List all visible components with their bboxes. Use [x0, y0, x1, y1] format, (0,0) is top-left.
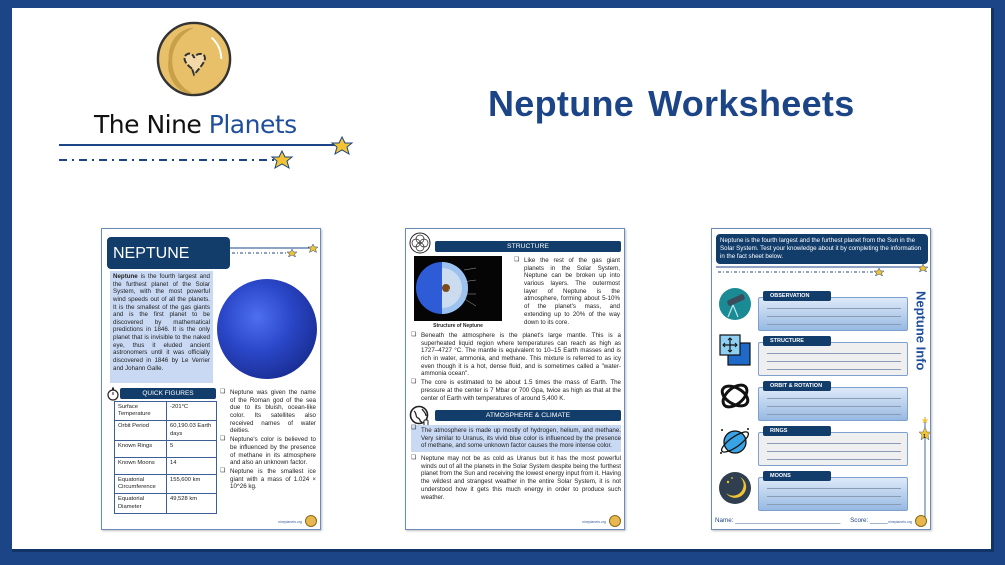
structure-bullets [411, 332, 621, 403]
name-field[interactable]: Name: ______________________________ [715, 517, 841, 525]
table-row: Orbit Period 60,190.03 Earth days [115, 421, 217, 440]
moon-icon [718, 471, 752, 505]
badge-number: 1 [923, 434, 926, 440]
worksheet-fact-sheet[interactable] [101, 228, 321, 530]
rings-answer-box[interactable] [758, 432, 908, 466]
footer-url: nineplanets.org [582, 519, 606, 524]
worksheet-structure-sheet[interactable] [405, 228, 625, 530]
footer-url: nineplanets.org [888, 519, 912, 524]
list-item: ❏ Beneath the atmosphere is the planet's large mantle. This is a superheated liquid region where temperatures can reach as high as 1727–4727 °C. The mantle is equivalent to 10–15 Earth masses and is rich in water, ammonia, and methane. This mixture is referred to as icy even though it is a hot, dense fluid, and is sometimes called a "water-ammonia ocean". [411, 332, 621, 378]
table-row: Known Moons 14 [115, 457, 217, 474]
atmosphere-heading: ATMOSPHERE & CLIMATE [435, 410, 621, 421]
fact-sheet-heading: NEPTUNE [107, 237, 230, 269]
orbit-answer-box[interactable] [758, 387, 908, 421]
table-row: Equatorial Diameter 49,528 km [115, 494, 217, 513]
neptune-structure-diagram [414, 256, 502, 321]
intro-paragraph: Neptune is the fourth largest and the furthest planet of the Solar System, with the most powerful wind speeds out of all the planets. It is the smallest of the gas giants and is the first planet to be discovered by mathematical predictions in 1846. It is the only planet that is invisible to the naked eye, thus it eluded ancient astronomers until it was officially discovered in 1846 by Le Verrier and Johann Galle. [110, 271, 213, 383]
star-line-decoration [716, 264, 928, 276]
ringed-planet-icon [718, 425, 752, 459]
fact-bullets [220, 389, 316, 492]
observation-label: OBSERVATION [763, 291, 831, 301]
atmosphere-bullets [411, 425, 621, 502]
footer-logo-icon [609, 515, 621, 527]
page-title: Neptune Worksheets [488, 83, 855, 124]
moons-answer-box[interactable] [758, 477, 908, 511]
list-item: ❏ Neptune's color is believed to be influenced by the presence of methane in its atmosphere and also an unknown factor. [220, 436, 316, 467]
list-item: ❏ The atmosphere is made up mostly of hydrogen, helium, and methane. Very similar to Uranus, its vivid blue color is influenced by the presence of methane, and some unknown factor causes the more intense color. [411, 425, 621, 452]
structure-bullets-top [514, 257, 620, 327]
star-line-decoration [230, 243, 318, 257]
table-row: Known Rings 5 [115, 440, 217, 457]
structure-label: STRUCTURE [763, 336, 831, 346]
rings-label: RINGS [763, 426, 831, 436]
quick-figures-table [114, 401, 217, 514]
footer-url: nineplanets.org [278, 519, 302, 524]
planet-heart-icon [155, 20, 233, 98]
list-item: ❏ The core is estimated to be about 1.5 times the mass of Earth. The pressure at the center is 7 Mbar or 700 Gpa, twice as high as that at the center of Earth with temperatures of around 5,400 K. [411, 379, 621, 402]
stopwatch-icon [106, 387, 120, 401]
table-row: Surface Temperature -201°C [115, 402, 217, 421]
structure-heading: STRUCTURE [435, 241, 621, 252]
list-item: ❏ Neptune was given the name of the Roman god of the sea due to its bluish, ocean-like color. Its satellites also received names of water deities. [220, 389, 316, 435]
table-row: Equatorial Circumference 155,600 km [115, 474, 217, 493]
sphere-grid-icon [409, 232, 431, 254]
quick-figures-heading: QUICK FIGURES [120, 388, 216, 399]
structure-answer-box[interactable] [758, 342, 908, 376]
move-arrows-icon [718, 333, 752, 367]
neptune-image [217, 279, 317, 379]
name-score-footer [715, 517, 888, 525]
orbit-rotation-label: ORBIT & ROTATION [763, 381, 831, 391]
footer-logo-icon [915, 515, 927, 527]
logo-star-lines [57, 135, 357, 175]
logo[interactable] [57, 20, 357, 170]
vertical-title: Neptune Info [913, 291, 929, 371]
logo-text: The Nine Planets [94, 110, 297, 139]
telescope-icon [718, 287, 752, 321]
orbit-icon [718, 379, 752, 413]
info-intro: Neptune is the fourth largest and the furthest planet from the Sun in the Solar System. Test your knowledge about it by completing the information in the fact sheet below. [716, 234, 928, 264]
globe-hand-icon [409, 405, 431, 427]
list-item: ❏ Neptune may not be as cold as Uranus but it has the most powerful winds out of all the planets in the Solar System despite being the furthest planet from the Sun and receiving the lowest energy input from it. Having the wildest and strangest weather in the entire Solar System, it is not understood how it gets this much energy in order to produce such weather. [411, 455, 621, 501]
structure-image-caption: Structure of Neptune [433, 323, 483, 329]
worksheet-info-sheet[interactable] [711, 228, 931, 530]
list-item: ❏ Like the rest of the gas giant planets in the Solar System, Neptune can be broken up into various layers. The outermost layer of Neptune is the atmosphere, forming about 5-10% of the planet's mass, and extending up to 20% of the way down to its core. [514, 257, 620, 326]
score-field[interactable]: Score: _____ [850, 517, 888, 525]
moons-label: MOONS [763, 471, 831, 481]
observation-answer-box[interactable] [758, 297, 908, 331]
list-item: ❏ Neptune is the smallest ice giant with a mass of 1.024 × 10^26 kg. [220, 468, 316, 491]
footer-logo-icon [305, 515, 317, 527]
